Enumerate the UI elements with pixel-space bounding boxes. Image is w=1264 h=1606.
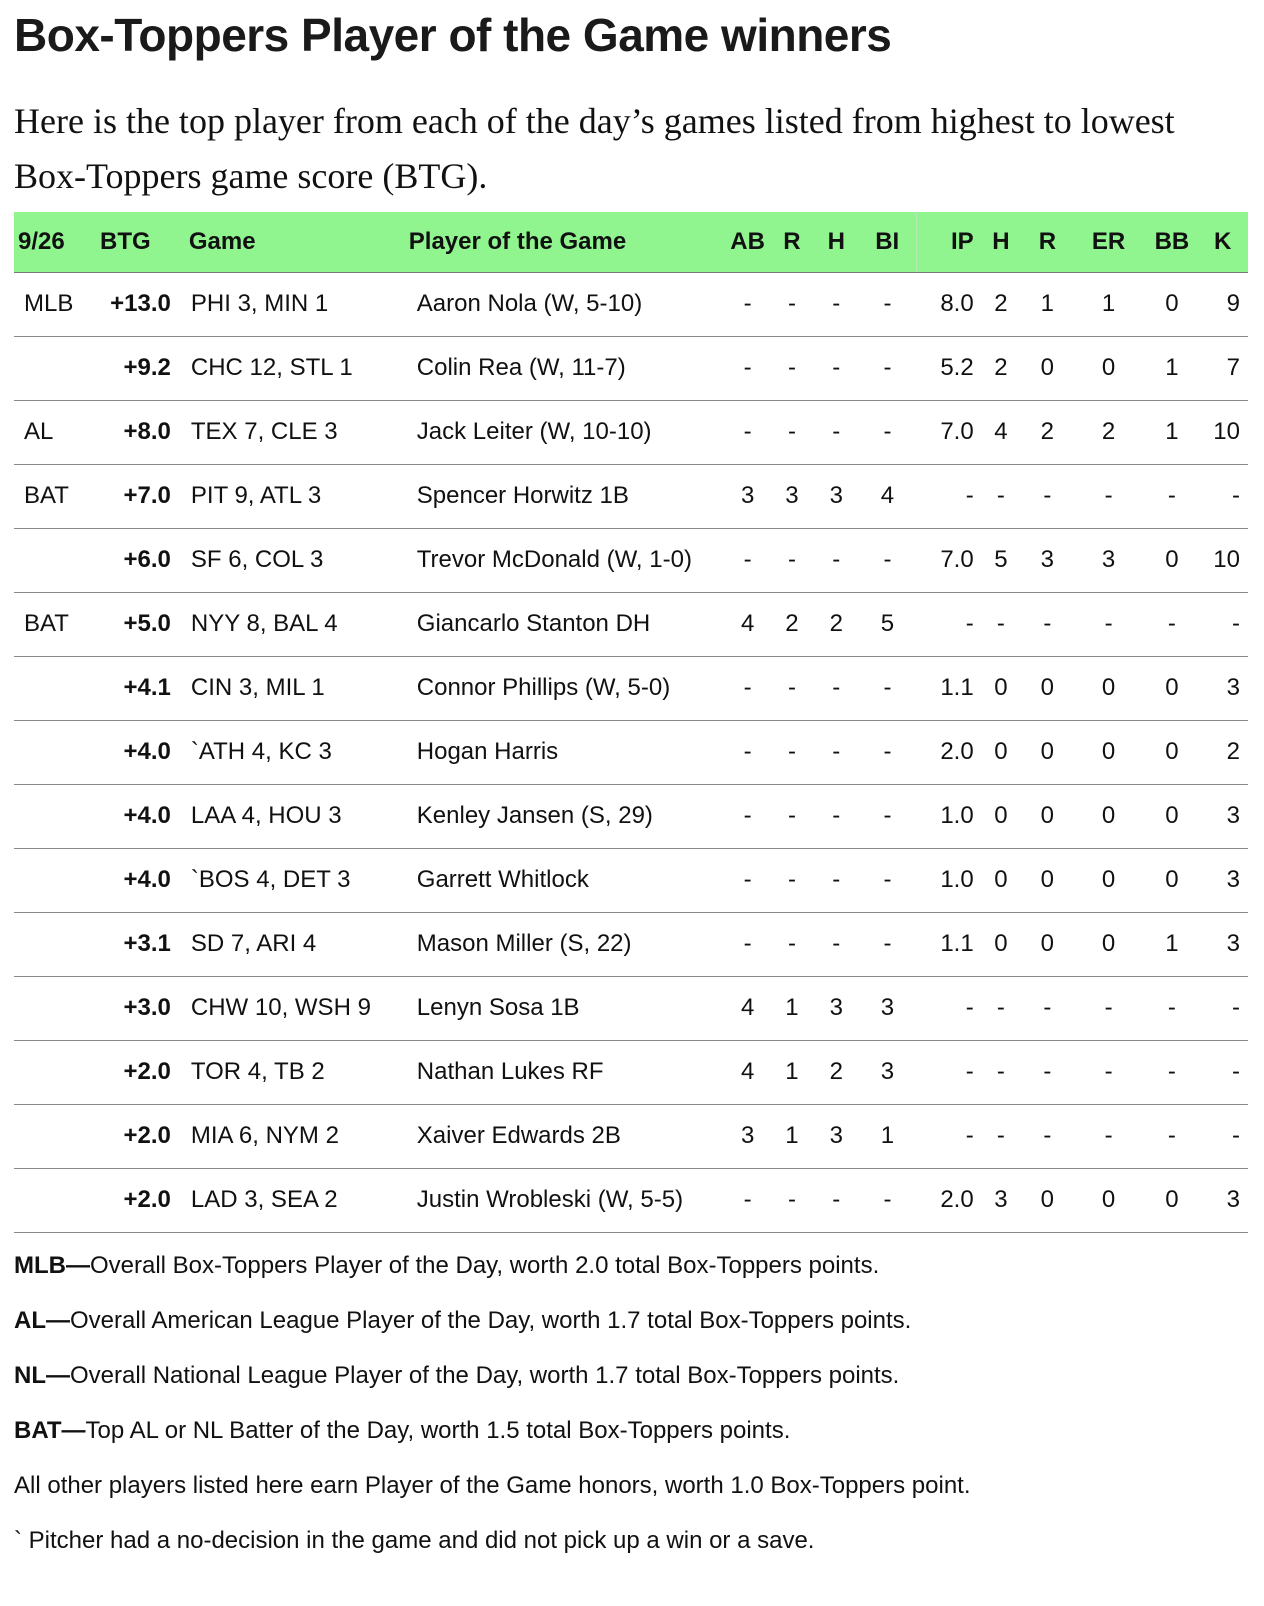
cell-pitcher-h: - <box>978 1040 1024 1104</box>
legend-note <box>14 1414 1250 1469</box>
cell-btg: +13.0 <box>90 272 183 336</box>
legend-note-key: NL— <box>14 1361 70 1389</box>
cell-game: LAA 4, HOU 3 <box>183 784 409 848</box>
cell-player: Connor Phillips (W, 5-0) <box>409 656 726 720</box>
table-row <box>14 336 1248 400</box>
cell-ip: 2.0 <box>916 720 977 784</box>
cell-bb: 0 <box>1147 848 1198 912</box>
cell-tag <box>14 1104 90 1168</box>
cell-pitcher-h: - <box>978 1104 1024 1168</box>
table-row <box>14 656 1248 720</box>
cell-k: 3 <box>1197 1168 1248 1232</box>
cell-er: 0 <box>1071 848 1147 912</box>
cell-bi: - <box>858 912 916 976</box>
legend-note <box>14 1524 1250 1579</box>
cell-btg: +2.0 <box>90 1040 183 1104</box>
cell-r: - <box>770 528 814 592</box>
cell-er: - <box>1071 1104 1147 1168</box>
cell-game: PIT 9, ATL 3 <box>183 464 409 528</box>
cell-pitcher-r: 0 <box>1024 336 1070 400</box>
cell-game: NYY 8, BAL 4 <box>183 592 409 656</box>
cell-bb: 1 <box>1147 400 1198 464</box>
cell-r: 1 <box>770 976 814 1040</box>
legend-note <box>14 1359 1250 1414</box>
cell-bb: 0 <box>1147 272 1198 336</box>
cell-pitcher-h: 0 <box>978 784 1024 848</box>
cell-bb: 0 <box>1147 720 1198 784</box>
cell-er: 0 <box>1071 720 1147 784</box>
cell-ip: - <box>916 464 977 528</box>
cell-r: - <box>770 720 814 784</box>
cell-bb: - <box>1147 1104 1198 1168</box>
table-row <box>14 784 1248 848</box>
cell-r: - <box>770 784 814 848</box>
cell-game: LAD 3, SEA 2 <box>183 1168 409 1232</box>
cell-player: Justin Wrobleski (W, 5-5) <box>409 1168 726 1232</box>
cell-bi: - <box>858 720 916 784</box>
cell-btg: +4.0 <box>90 720 183 784</box>
cell-k: 10 <box>1197 400 1248 464</box>
cell-h: 3 <box>814 464 858 528</box>
cell-h: - <box>814 272 858 336</box>
legend-note-text: ` Pitcher had a no-decision in the game and did not pick up a win or a save. <box>14 1526 815 1554</box>
cell-ip: 1.1 <box>916 912 977 976</box>
header-bb: BB <box>1147 212 1198 272</box>
cell-er: - <box>1071 464 1147 528</box>
cell-player: Colin Rea (W, 11-7) <box>409 336 726 400</box>
cell-bb: 1 <box>1147 336 1198 400</box>
cell-k: - <box>1197 592 1248 656</box>
header-k: K <box>1197 212 1248 272</box>
cell-pitcher-r: - <box>1024 464 1070 528</box>
cell-btg: +3.1 <box>90 912 183 976</box>
header-ip: IP <box>916 212 977 272</box>
cell-player: Spencer Horwitz 1B <box>409 464 726 528</box>
cell-h: 3 <box>814 976 858 1040</box>
cell-pitcher-h: 0 <box>978 720 1024 784</box>
cell-ab: - <box>725 272 769 336</box>
intro-text: Here is the top player from each of the day’s games listed from highest to lowest Box-Toppers game score (BTG). <box>14 101 1175 196</box>
cell-pitcher-r: 1 <box>1024 272 1070 336</box>
cell-h: 2 <box>814 592 858 656</box>
cell-bi: - <box>858 336 916 400</box>
legend-note-text: Overall Box-Toppers Player of the Day, worth 2.0 total Box-Toppers points. <box>89 1251 880 1279</box>
header-btg: BTG <box>90 212 183 272</box>
cell-bi: - <box>858 272 916 336</box>
cell-bi: 4 <box>858 464 916 528</box>
cell-bb: - <box>1147 976 1198 1040</box>
cell-r: 1 <box>770 1040 814 1104</box>
cell-ab: 4 <box>725 976 769 1040</box>
header-er: ER <box>1071 212 1147 272</box>
cell-player: Trevor McDonald (W, 1-0) <box>409 528 726 592</box>
cell-h: - <box>814 400 858 464</box>
header-game: Game <box>183 212 409 272</box>
header-pitcher-r: R <box>1024 212 1070 272</box>
cell-h: - <box>814 848 858 912</box>
cell-pitcher-r: 0 <box>1024 720 1070 784</box>
cell-tag: AL <box>14 400 90 464</box>
cell-h: - <box>814 528 858 592</box>
legend-note <box>14 1304 1250 1359</box>
legend-note-text: Overall American League Player of the Day, worth 1.7 total Box-Toppers points. <box>70 1306 912 1334</box>
cell-r: 2 <box>770 592 814 656</box>
table-row <box>14 528 1248 592</box>
header-pitcher-h: H <box>978 212 1024 272</box>
cell-game: SF 6, COL 3 <box>183 528 409 592</box>
table-row <box>14 1040 1248 1104</box>
cell-bb: - <box>1147 1040 1198 1104</box>
cell-k: 7 <box>1197 336 1248 400</box>
cell-tag <box>14 656 90 720</box>
cell-game: `BOS 4, DET 3 <box>183 848 409 912</box>
cell-bb: - <box>1147 592 1198 656</box>
cell-pitcher-h: - <box>978 976 1024 1040</box>
table-body <box>14 272 1248 1232</box>
cell-ab: 3 <box>725 464 769 528</box>
cell-bi: - <box>858 528 916 592</box>
table-row <box>14 272 1248 336</box>
cell-h: 2 <box>814 1040 858 1104</box>
cell-ab: - <box>725 1168 769 1232</box>
cell-game: CHC 12, STL 1 <box>183 336 409 400</box>
table-row <box>14 464 1248 528</box>
cell-player: Lenyn Sosa 1B <box>409 976 726 1040</box>
cell-h: - <box>814 336 858 400</box>
cell-tag <box>14 1168 90 1232</box>
cell-pitcher-h: 4 <box>978 400 1024 464</box>
page-title: Box-Toppers Player of the Game winners <box>14 9 892 61</box>
cell-btg: +9.2 <box>90 336 183 400</box>
cell-game: CIN 3, MIL 1 <box>183 656 409 720</box>
cell-btg: +2.0 <box>90 1168 183 1232</box>
cell-k: 9 <box>1197 272 1248 336</box>
cell-k: 3 <box>1197 848 1248 912</box>
cell-bb: 1 <box>1147 912 1198 976</box>
cell-bi: - <box>858 784 916 848</box>
cell-er: 0 <box>1071 1168 1147 1232</box>
cell-btg: +6.0 <box>90 528 183 592</box>
cell-er: 3 <box>1071 528 1147 592</box>
cell-pitcher-h: - <box>978 592 1024 656</box>
cell-bi: 3 <box>858 976 916 1040</box>
cell-ip: 8.0 <box>916 272 977 336</box>
cell-ab: - <box>725 720 769 784</box>
cell-game: PHI 3, MIN 1 <box>183 272 409 336</box>
cell-h: - <box>814 784 858 848</box>
cell-er: 0 <box>1071 784 1147 848</box>
cell-btg: +2.0 <box>90 1104 183 1168</box>
cell-h: - <box>814 1168 858 1232</box>
table-row <box>14 592 1248 656</box>
cell-ab: - <box>725 848 769 912</box>
cell-player: Garrett Whitlock <box>409 848 726 912</box>
cell-k: 3 <box>1197 784 1248 848</box>
cell-ip: 2.0 <box>916 1168 977 1232</box>
cell-ab: - <box>725 656 769 720</box>
cell-h: - <box>814 720 858 784</box>
cell-bb: - <box>1147 464 1198 528</box>
cell-ip: 1.1 <box>916 656 977 720</box>
cell-ab: - <box>725 912 769 976</box>
cell-bi: - <box>858 400 916 464</box>
cell-k: 3 <box>1197 912 1248 976</box>
cell-pitcher-h: 0 <box>978 656 1024 720</box>
table-row <box>14 848 1248 912</box>
cell-tag <box>14 1040 90 1104</box>
cell-btg: +8.0 <box>90 400 183 464</box>
cell-player: Hogan Harris <box>409 720 726 784</box>
cell-ip: - <box>916 592 977 656</box>
cell-pitcher-h: 0 <box>978 848 1024 912</box>
cell-h: - <box>814 656 858 720</box>
legend-note-text: Top AL or NL Batter of the Day, worth 1.5 total Box-Toppers points. <box>85 1416 791 1444</box>
legend-note-text: All other players listed here earn Player of the Game honors, worth 1.0 Box-Toppers point. <box>14 1471 971 1499</box>
cell-btg: +3.0 <box>90 976 183 1040</box>
cell-pitcher-r: - <box>1024 976 1070 1040</box>
cell-player: Aaron Nola (W, 5-10) <box>409 272 726 336</box>
cell-er: 0 <box>1071 656 1147 720</box>
cell-k: - <box>1197 1040 1248 1104</box>
cell-ab: 4 <box>725 1040 769 1104</box>
cell-pitcher-r: - <box>1024 1104 1070 1168</box>
cell-r: - <box>770 400 814 464</box>
cell-btg: +4.0 <box>90 784 183 848</box>
cell-pitcher-h: 2 <box>978 336 1024 400</box>
cell-r: - <box>770 1168 814 1232</box>
cell-bb: 0 <box>1147 528 1198 592</box>
cell-bi: 1 <box>858 1104 916 1168</box>
cell-pitcher-r: 2 <box>1024 400 1070 464</box>
cell-ab: - <box>725 336 769 400</box>
cell-pitcher-r: 0 <box>1024 1168 1070 1232</box>
cell-h: 3 <box>814 1104 858 1168</box>
header-h: H <box>814 212 858 272</box>
cell-ip: - <box>916 1104 977 1168</box>
cell-tag <box>14 528 90 592</box>
legend-notes <box>14 1249 1250 1579</box>
legend-note-key: MLB— <box>14 1251 90 1279</box>
cell-er: 2 <box>1071 400 1147 464</box>
cell-ab: - <box>725 784 769 848</box>
cell-k: - <box>1197 976 1248 1040</box>
cell-ip: 5.2 <box>916 336 977 400</box>
cell-player: Nathan Lukes RF <box>409 1040 726 1104</box>
cell-pitcher-r: 3 <box>1024 528 1070 592</box>
cell-bb: 0 <box>1147 656 1198 720</box>
cell-game: SD 7, ARI 4 <box>183 912 409 976</box>
cell-player: Kenley Jansen (S, 29) <box>409 784 726 848</box>
cell-k: 2 <box>1197 720 1248 784</box>
legend-note-key: AL— <box>14 1306 70 1334</box>
cell-r: - <box>770 272 814 336</box>
cell-tag: BAT <box>14 592 90 656</box>
cell-tag <box>14 720 90 784</box>
cell-bi: 3 <box>858 1040 916 1104</box>
cell-bb: 0 <box>1147 784 1198 848</box>
table-row <box>14 1168 1248 1232</box>
header-date: 9/26 <box>14 212 90 272</box>
legend-note-text: Overall National League Player of the Day, worth 1.7 total Box-Toppers points. <box>70 1361 900 1389</box>
cell-player: Giancarlo Stanton DH <box>409 592 726 656</box>
cell-btg: +7.0 <box>90 464 183 528</box>
table-header-row <box>14 212 1248 272</box>
cell-r: 3 <box>770 464 814 528</box>
table-row <box>14 976 1248 1040</box>
cell-pitcher-r: 0 <box>1024 656 1070 720</box>
cell-h: - <box>814 912 858 976</box>
cell-tag <box>14 784 90 848</box>
cell-r: - <box>770 656 814 720</box>
cell-tag <box>14 336 90 400</box>
cell-k: 10 <box>1197 528 1248 592</box>
cell-ab: - <box>725 528 769 592</box>
cell-game: TOR 4, TB 2 <box>183 1040 409 1104</box>
cell-pitcher-h: 5 <box>978 528 1024 592</box>
cell-ip: 7.0 <box>916 400 977 464</box>
cell-game: MIA 6, NYM 2 <box>183 1104 409 1168</box>
cell-er: - <box>1071 592 1147 656</box>
cell-er: 1 <box>1071 272 1147 336</box>
legend-note <box>14 1469 1250 1524</box>
cell-btg: +4.1 <box>90 656 183 720</box>
cell-tag: MLB <box>14 272 90 336</box>
table-row <box>14 720 1248 784</box>
header-ab: AB <box>725 212 769 272</box>
cell-pitcher-h: 3 <box>978 1168 1024 1232</box>
cell-player: Jack Leiter (W, 10-10) <box>409 400 726 464</box>
cell-player: Mason Miller (S, 22) <box>409 912 726 976</box>
cell-r: 1 <box>770 1104 814 1168</box>
cell-ip: - <box>916 1040 977 1104</box>
cell-ip: - <box>916 976 977 1040</box>
cell-btg: +4.0 <box>90 848 183 912</box>
cell-k: - <box>1197 1104 1248 1168</box>
cell-er: 0 <box>1071 336 1147 400</box>
header-player: Player of the Game <box>409 212 726 272</box>
cell-bi: - <box>858 848 916 912</box>
cell-k: 3 <box>1197 656 1248 720</box>
cell-ab: 4 <box>725 592 769 656</box>
cell-pitcher-r: 0 <box>1024 784 1070 848</box>
cell-ip: 1.0 <box>916 848 977 912</box>
cell-player: Xaiver Edwards 2B <box>409 1104 726 1168</box>
cell-bb: 0 <box>1147 1168 1198 1232</box>
cell-er: - <box>1071 976 1147 1040</box>
player-of-game-table <box>14 212 1248 1233</box>
cell-ip: 7.0 <box>916 528 977 592</box>
cell-btg: +5.0 <box>90 592 183 656</box>
cell-bi: 5 <box>858 592 916 656</box>
cell-game: TEX 7, CLE 3 <box>183 400 409 464</box>
table-row <box>14 1104 1248 1168</box>
cell-r: - <box>770 912 814 976</box>
legend-note-key: BAT— <box>14 1416 86 1444</box>
table-row <box>14 912 1248 976</box>
cell-er: - <box>1071 1040 1147 1104</box>
cell-pitcher-r: - <box>1024 592 1070 656</box>
cell-pitcher-h: - <box>978 464 1024 528</box>
cell-tag <box>14 848 90 912</box>
cell-game: CHW 10, WSH 9 <box>183 976 409 1040</box>
legend-note <box>14 1249 1250 1304</box>
header-bi: BI <box>858 212 916 272</box>
cell-r: - <box>770 336 814 400</box>
header-r: R <box>770 212 814 272</box>
cell-pitcher-r: 0 <box>1024 848 1070 912</box>
cell-tag <box>14 912 90 976</box>
cell-r: - <box>770 848 814 912</box>
cell-pitcher-h: 2 <box>978 272 1024 336</box>
cell-pitcher-h: 0 <box>978 912 1024 976</box>
cell-tag <box>14 976 90 1040</box>
cell-k: - <box>1197 464 1248 528</box>
cell-er: 0 <box>1071 912 1147 976</box>
cell-game: `ATH 4, KC 3 <box>183 720 409 784</box>
table-row <box>14 400 1248 464</box>
cell-bi: - <box>858 1168 916 1232</box>
cell-ab: - <box>725 400 769 464</box>
cell-ip: 1.0 <box>916 784 977 848</box>
cell-tag: BAT <box>14 464 90 528</box>
cell-pitcher-r: - <box>1024 1040 1070 1104</box>
cell-pitcher-r: 0 <box>1024 912 1070 976</box>
cell-ab: 3 <box>725 1104 769 1168</box>
cell-bi: - <box>858 656 916 720</box>
